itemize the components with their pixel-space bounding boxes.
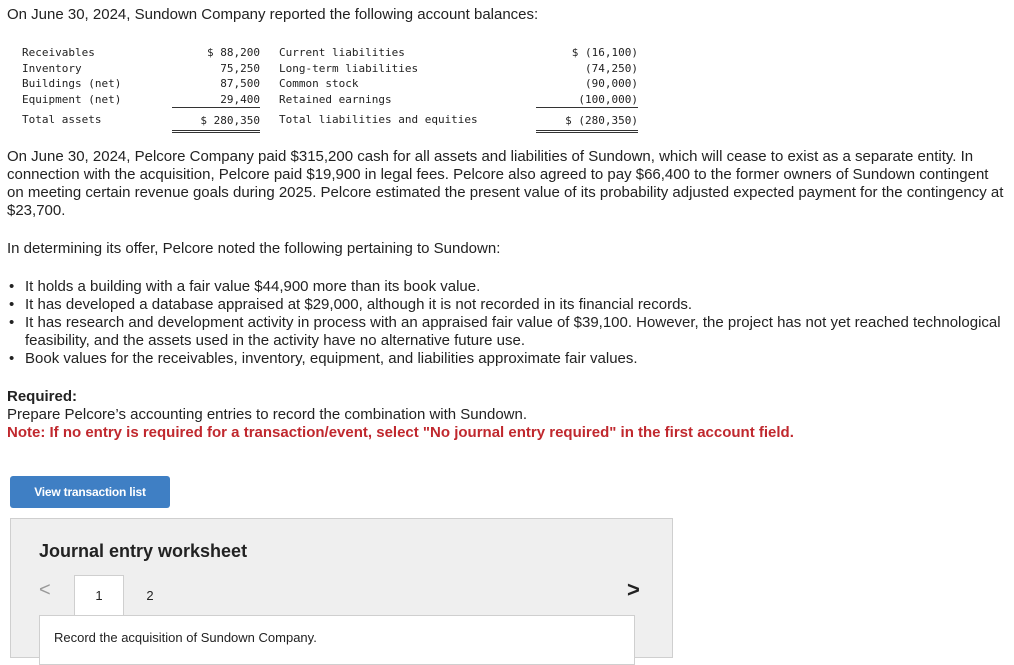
worksheet-instruction: Record the acquisition of Sundown Company. (54, 630, 317, 645)
list-item: • It holds a building with a fair value $44,900 more than its book value. (25, 278, 1014, 296)
asset-value: 75,250 (220, 61, 260, 75)
liability-value: $ (16,100) (571, 46, 638, 59)
asset-label: Receivables (22, 46, 95, 59)
asset-label: Inventory (22, 61, 82, 75)
assets-values (172, 45, 260, 133)
total-liabilities-value: $ (280,350) (536, 113, 638, 133)
asset-value: 29,400 (172, 92, 260, 109)
total-liabilities-label: Total liabilities and equities (279, 113, 478, 126)
liability-value: (100,000) (536, 92, 638, 109)
liability-label: Long-term liabilities (279, 61, 419, 75)
list-item: • It has research and development activity in process with an appraised fair value of $39,100. However, the project has not yet reached technological feasibility, and the assets used in the activity have no alternative future use. (25, 314, 1014, 350)
liability-value: (90,000) (585, 77, 638, 90)
total-assets-label: Total assets (22, 113, 102, 126)
worksheet-title: Journal entry worksheet (39, 541, 248, 561)
liability-label: Common stock (279, 77, 359, 90)
asset-label: Equipment (net) (22, 92, 122, 106)
worksheet-tab-2[interactable]: 2 (146, 587, 154, 603)
worksheet-content (39, 615, 635, 665)
worksheet-tab-1[interactable]: 1 (74, 575, 124, 615)
required-title: Required: (7, 388, 78, 405)
chevron-right-icon[interactable]: > (627, 577, 640, 602)
liabilities-labels (279, 45, 478, 128)
fair-value-list (7, 278, 1014, 368)
list-item: • Book values for the receivables, inventory, equipment, and liabilities approximate fair values. (25, 350, 1014, 368)
intro-text: On June 30, 2024, Sundown Company reported the following account balances: (7, 6, 539, 23)
liability-label: Current liabilities (279, 46, 405, 59)
offer-paragraph: In determining its offer, Pelcore noted the following pertaining to Sundown: (7, 240, 501, 257)
liabilities-values (536, 45, 638, 133)
required-text: Prepare Pelcore’s accounting entries to record the combination with Sundown. (7, 406, 528, 423)
view-transaction-list-button[interactable]: View transaction list (10, 476, 170, 508)
asset-value: $ 88,200 (207, 46, 260, 59)
asset-label: Buildings (net) (22, 77, 122, 90)
note-text: Note: If no entry is required for a transaction/event, select "No journal entry required" in the first account field. (7, 424, 794, 441)
acquisition-paragraph: On June 30, 2024, Pelcore Company paid $315,200 cash for all assets and liabilities of Sundown, which will cease to exist as a separate entity. In connection with the acquisition, Pelcore paid $19,900 in legal fees. Pelcore also agreed to pay $66,400 to the former owners of Sundown contingent on meeting certain revenue goals during 2025. Pelcore estimated the present value of its probability adjusted expected payment for the contingency at $23,700. (7, 148, 1004, 219)
assets-labels (22, 45, 121, 128)
journal-entry-worksheet (10, 518, 673, 658)
list-item: • It has developed a database appraised at $29,000, although it is not recorded in its financial records. (25, 296, 1014, 314)
chevron-left-icon[interactable]: < (39, 579, 51, 601)
required-section (7, 388, 794, 442)
asset-value: 87,500 (220, 77, 260, 90)
liability-label: Retained earnings (279, 92, 392, 106)
liability-value: (74,250) (585, 61, 638, 75)
total-assets-value: $ 280,350 (172, 113, 260, 133)
